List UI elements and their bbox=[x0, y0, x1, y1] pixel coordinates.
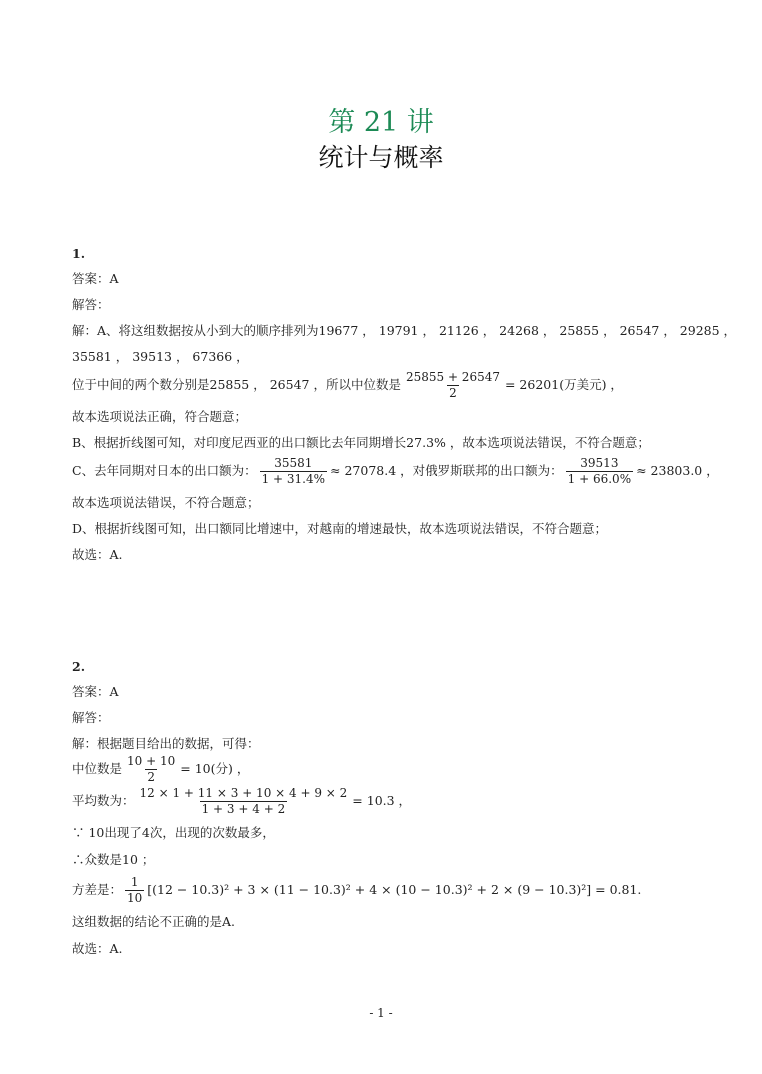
fraction-numerator: 12 × 1 + 11 × 3 + 10 × 4 + 9 × 2 bbox=[139, 786, 348, 800]
q1-line-7: 故本选项说法错误，不符合题意； bbox=[72, 495, 260, 510]
fraction-denominator: 1 + 3 + 4 + 2 bbox=[201, 802, 286, 816]
q1-line-3-text: 位于中间的两个数分别是25855 ， 26547 ，所以中位数是 bbox=[72, 377, 401, 392]
q1-japan-fraction bbox=[260, 456, 327, 487]
fraction-numerator: 10 + 10 bbox=[127, 754, 176, 768]
q2-line-3 bbox=[72, 786, 411, 817]
q2-line-2-text: 中位数是 bbox=[72, 761, 123, 776]
fraction-numerator: 35581 bbox=[274, 456, 313, 470]
fraction-denominator: 1 + 31.4% bbox=[261, 472, 326, 486]
q1-line-6-text: C、去年同期对日本的出口额为： bbox=[72, 463, 257, 478]
q1-answer: 答案：A bbox=[72, 271, 119, 286]
q1-median-fraction bbox=[404, 370, 502, 401]
q1-line-9: 故选：A. bbox=[72, 547, 123, 562]
topic-title: 统计与概率 bbox=[318, 143, 444, 172]
q2-line-6-expression: [(12 − 10.3)² + 3 × (11 − 10.3)² + 4 × (10 − 10.3)² + 2 × (9 − 10.3)²] = 0.81. bbox=[147, 882, 642, 897]
page-number: - 1 - bbox=[369, 1006, 393, 1020]
q2-variance-fraction bbox=[125, 875, 144, 906]
q2-line-2 bbox=[72, 754, 249, 785]
fraction-numerator: 1 bbox=[130, 875, 139, 889]
fraction-denominator: 2 bbox=[147, 770, 155, 784]
q2-line-6-text: 方差是： bbox=[72, 882, 123, 897]
q2-line-4: ∵ 10出现了4次，出现的次数最多， bbox=[72, 825, 275, 840]
q2-solution-label: 解答： bbox=[72, 710, 110, 725]
lesson-title: 第 21 讲 bbox=[328, 107, 434, 138]
fraction-numerator: 25855 + 26547 bbox=[405, 370, 500, 384]
q1-line-6-mid: ≈ 27078.4 ，对俄罗斯联邦的出口额为： bbox=[330, 463, 563, 478]
q2-line-6 bbox=[72, 875, 641, 906]
question-1-number: 1. bbox=[72, 246, 86, 261]
q1-line-2: 35581 ， 39513 ， 67366 ， bbox=[72, 349, 249, 364]
q1-line-5: B、根据折线图可知，对印度尼西亚的出口额比去年同期增长27.3% ，故本选项说法错误，不符合题意； bbox=[72, 435, 650, 450]
q1-solution-label: 解答： bbox=[72, 297, 110, 312]
q2-median-fraction bbox=[125, 754, 177, 785]
q1-line-6 bbox=[72, 456, 719, 487]
q1-russia-fraction bbox=[566, 456, 633, 487]
q2-line-3-text: 平均数为： bbox=[72, 793, 135, 808]
q2-mean-fraction bbox=[138, 786, 350, 817]
fraction-denominator: 10 bbox=[127, 891, 143, 905]
q1-line-4: 故本选项说法正确，符合题意； bbox=[72, 409, 248, 424]
q1-line-8: D、根据折线图可知，出口额同比增速中，对越南的增速最快，故本选项说法错误，不符合题意； bbox=[72, 521, 608, 536]
fraction-numerator: 39513 bbox=[580, 456, 619, 470]
question-2-number: 2. bbox=[72, 659, 86, 674]
q2-line-1: 解：根据题目给出的数据，可得： bbox=[72, 736, 260, 751]
q1-line-6-result: ≈ 23803.0 ， bbox=[636, 463, 719, 478]
q1-line-3 bbox=[72, 370, 623, 401]
q2-line-5: ∴众数是10 ； bbox=[72, 852, 155, 867]
q2-line-7: 这组数据的结论不正确的是A. bbox=[72, 914, 236, 929]
q2-line-3-result: = 10.3 ， bbox=[352, 793, 412, 808]
fraction-denominator: 1 + 66.0% bbox=[567, 472, 632, 486]
q2-answer: 答案：A bbox=[72, 684, 119, 699]
q2-line-2-result: = 10(分) ， bbox=[180, 761, 250, 776]
q1-line-3-result: = 26201(万美元) ， bbox=[504, 377, 623, 392]
q1-line-1: 解：A、将这组数据按从小到大的顺序排列为19677 ， 19791 ， 21126 ， 24268 ， 25855 ， 26547 ， 29285 ， bbox=[72, 323, 737, 338]
q2-line-8: 故选：A. bbox=[72, 941, 123, 956]
fraction-denominator: 2 bbox=[449, 386, 457, 400]
